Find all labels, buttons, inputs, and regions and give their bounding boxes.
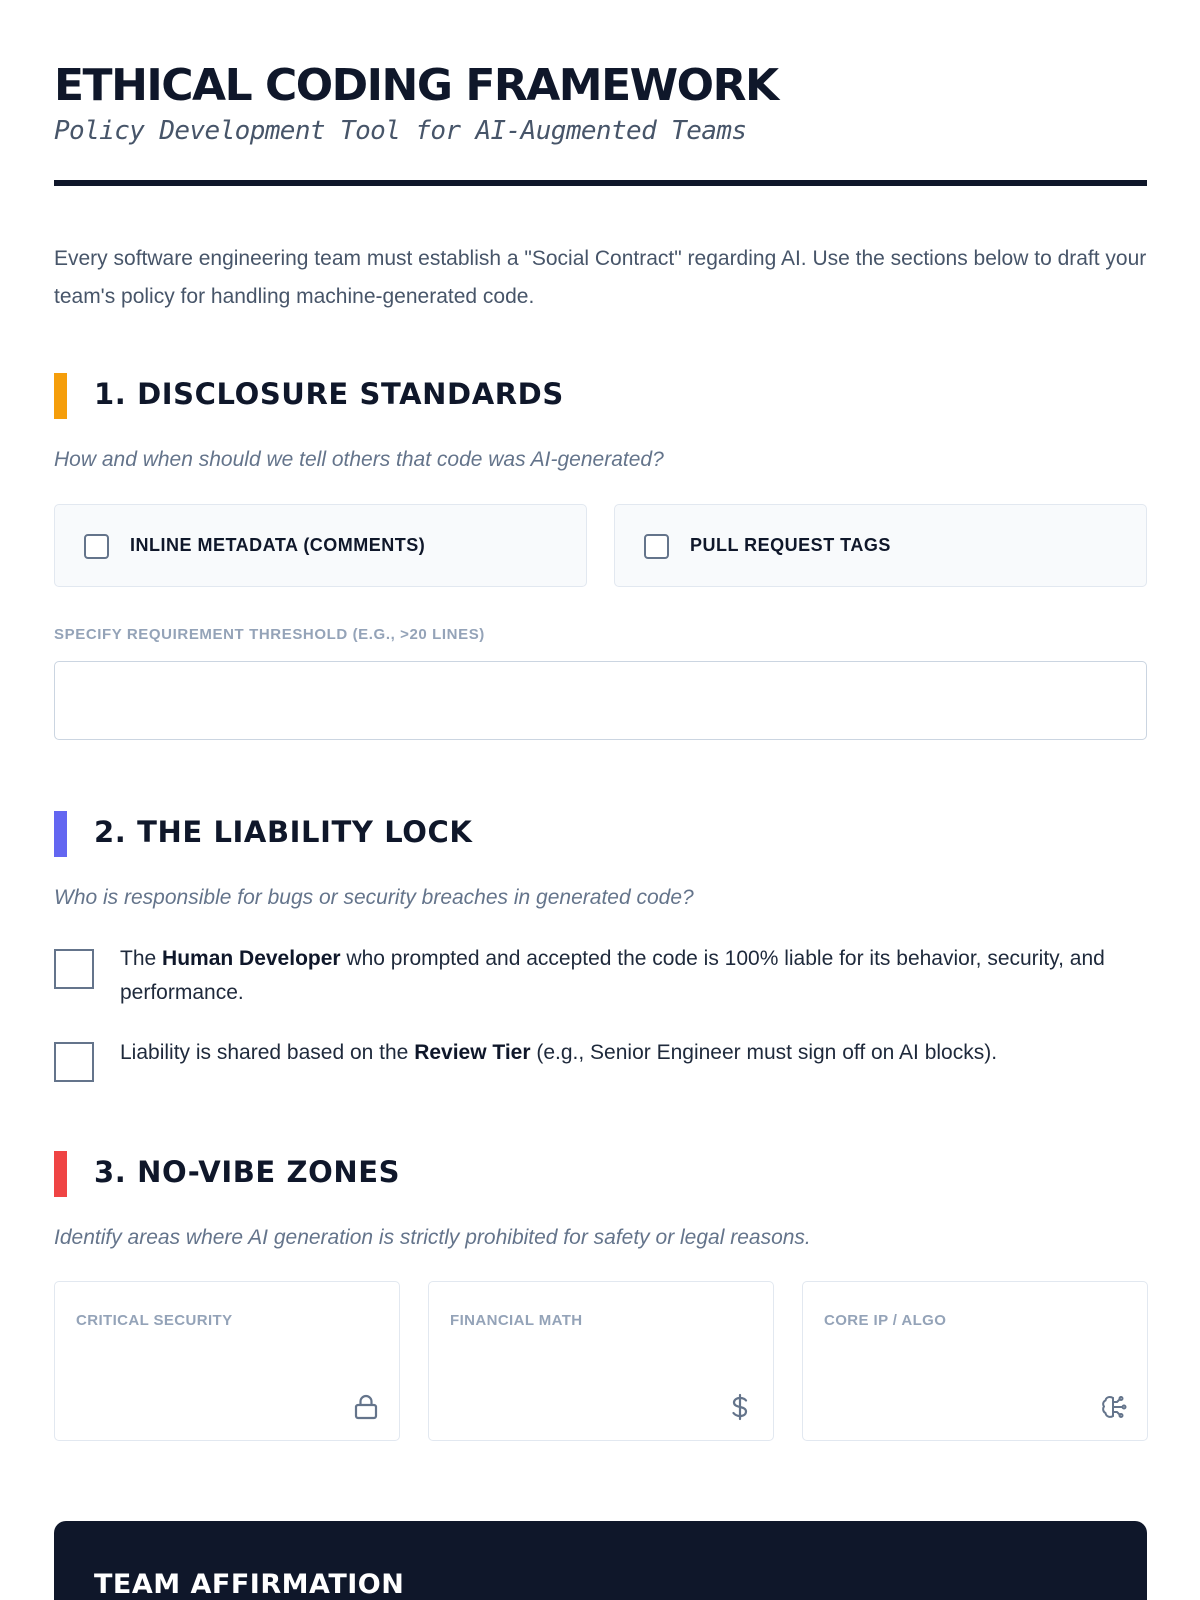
checkbox[interactable] — [84, 534, 109, 559]
liability-option-text: The Human Developer who prompted and accepted the code is 100% liable for its behavior, security, and performance. — [120, 947, 1105, 1004]
checkbox[interactable] — [54, 949, 94, 989]
option-inline-metadata[interactable] — [54, 504, 587, 587]
team-affirmation-panel — [54, 1521, 1147, 1600]
section-accent-bar — [54, 373, 67, 419]
zone-financial-math[interactable] — [428, 1281, 774, 1441]
zone-label: CRITICAL SECURITY — [76, 1312, 233, 1329]
threshold-input[interactable] — [54, 661, 1147, 740]
section-question: Identify areas where AI generation is strictly prohibited for safety or legal reasons. — [54, 1226, 811, 1249]
option-label: INLINE METADATA (COMMENTS) — [130, 535, 426, 555]
section-title: 1. DISCLOSURE STANDARDS — [94, 377, 564, 411]
section-disclosure-header — [54, 373, 1147, 419]
checkbox[interactable] — [54, 1042, 94, 1082]
liability-option-review-tier[interactable] — [54, 1036, 1147, 1086]
section-title: 3. NO-VIBE ZONES — [94, 1155, 401, 1189]
zone-core-ip-algo[interactable] — [802, 1281, 1148, 1441]
liability-option-human-developer[interactable] — [54, 942, 1147, 1012]
page-title: ETHICAL CODING FRAMEWORK — [54, 60, 778, 111]
option-pull-request-tags[interactable] — [614, 504, 1147, 587]
header-divider — [54, 180, 1147, 186]
zone-label: CORE IP / ALGO — [824, 1312, 947, 1329]
section-liability-header — [54, 811, 1147, 857]
liability-option-text: Liability is shared based on the Review Tier (e.g., Senior Engineer must sign off on AI blocks). — [120, 1041, 998, 1064]
section-no-vibe-header — [54, 1151, 1147, 1197]
section-accent-bar — [54, 811, 67, 857]
page-subtitle: Policy Development Tool for AI-Augmented Teams — [54, 116, 747, 146]
section-title: 2. THE LIABILITY LOCK — [94, 815, 473, 849]
zone-critical-security[interactable] — [54, 1281, 400, 1441]
lock-icon — [353, 1394, 379, 1420]
intro-text: Every software engineering team must establish a "Social Contract" regarding AI. Use the sections below to draft your team's policy for handling machine-generated code. — [54, 247, 1147, 308]
section-question: How and when should we tell others that code was AI-generated? — [54, 448, 664, 471]
zone-label: FINANCIAL MATH — [450, 1312, 583, 1329]
section-accent-bar — [54, 1151, 67, 1197]
affirmation-title: TEAM AFFIRMATION — [94, 1569, 405, 1600]
option-label: PULL REQUEST TAGS — [690, 535, 891, 555]
dollar-icon — [727, 1394, 753, 1420]
section-question: Who is responsible for bugs or security breaches in generated code? — [54, 886, 694, 909]
threshold-label: SPECIFY REQUIREMENT THRESHOLD (E.G., >20 LINES) — [54, 626, 485, 643]
checkbox[interactable] — [644, 534, 669, 559]
brain-icon — [1101, 1394, 1127, 1420]
policy-page — [54, 0, 1147, 1600]
